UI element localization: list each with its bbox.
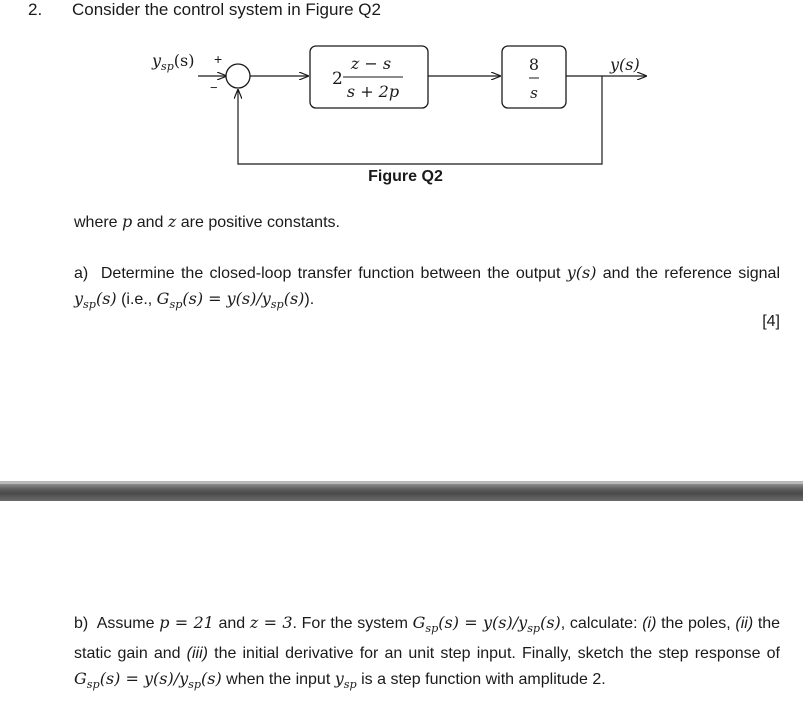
part-a-text2: and the reference signal [596,265,781,282]
part-b-formula1 [412,613,561,636]
part-b-t5: the static gain and [74,615,781,663]
part-a-ys: y(s) [566,263,597,282]
where-p: p [122,212,133,231]
part-a-formula-sub: sp [169,298,183,312]
part-b-yinp [334,669,357,692]
part-a-ysp-arg: (s) [95,289,117,308]
output-label: y(s) [610,55,640,74]
part-b-yinp-y: y [334,669,344,689]
part-b-z-eq: z = 3 [249,613,293,632]
part-a-text1: Determine the closed-loop transfer function between the output [100,265,567,282]
input-label [151,51,194,73]
controller-gain: 2 [332,69,343,89]
plus-sign: + [214,51,223,67]
part-a-formula-end: (s) [283,289,305,308]
part-b-yinp-sub: sp [343,678,357,692]
plant-numerator: 8 [528,55,540,74]
part-a-formula [156,289,305,312]
part-b-g2-end: (s) [201,669,222,689]
where-and: and [132,214,168,231]
part-b-g2: G [74,669,87,689]
part-a-formula-sub2: sp [270,298,284,312]
part-a-ysp-sub: sp [83,298,96,312]
controller-numerator: z − s [350,54,392,73]
part-a-formula-g: G [156,289,170,308]
input-label-y: y [152,51,162,70]
part-b-label: b) [74,615,89,632]
part-b-t4: the poles, [656,615,736,632]
minus-sign: − [210,80,218,95]
part-b-iii: (iii) [186,645,208,663]
part-b-g2-rest: (s) = y(s)/y [99,669,189,689]
summing-junction [226,64,250,88]
part-b-formula2 [74,669,222,692]
part-b-t7: when the input [221,671,335,689]
part-a-text4: ). [304,291,315,308]
where-prefix: where [74,214,123,231]
part-b-ii: (ii) [735,615,754,632]
where-statement [74,212,340,232]
part-b-g-rest: (s) = y(s)/y [438,613,528,632]
where-z: z [167,212,177,231]
part-b-and: and [213,615,250,632]
part-a-label: a) [74,265,89,282]
input-label-arg: (s) [173,51,195,70]
part-a-marks: [4] [762,313,780,330]
part-b-t3: , calculate: [560,615,643,632]
input-label-sub: sp [161,60,174,73]
plant-denominator: s [530,84,538,102]
part-b-p-eq: p = 21 [159,613,214,632]
part-a-formula-rest: (s) = y(s)/y [182,289,271,308]
part-b-t6: the initial derivative for an unit step input. Finally, sketch the step response of [208,645,780,663]
part-b-g2-sub: sp [86,678,100,692]
part-a-ysp [74,289,117,312]
part-b-t1: Assume [96,615,160,632]
part-b-g-sub: sp [425,622,439,636]
controller-denominator: s + 2p [346,82,400,101]
question-title: Consider the control system in Figure Q2 [72,0,381,19]
part-b-g-end: (s) [540,613,561,632]
part-a [74,260,780,317]
part-b [74,610,780,697]
part-b-g2-sub2: sp [188,678,202,692]
question-number: 2. [28,0,43,19]
part-b-t8: is a step function with amplitude 2. [356,671,606,689]
part-a-ysp-y: y [74,289,84,308]
part-b-i: (i) [642,615,657,632]
where-suffix: are positive constants. [176,214,340,231]
figure-caption: Figure Q2 [368,168,443,185]
part-a-text3: (i.e., [116,291,157,308]
part-b-g: G [412,613,426,632]
part-b-g-sub2: sp [527,622,541,636]
part-b-t2: . For the system [292,615,413,632]
page-divider-bar [0,484,803,501]
